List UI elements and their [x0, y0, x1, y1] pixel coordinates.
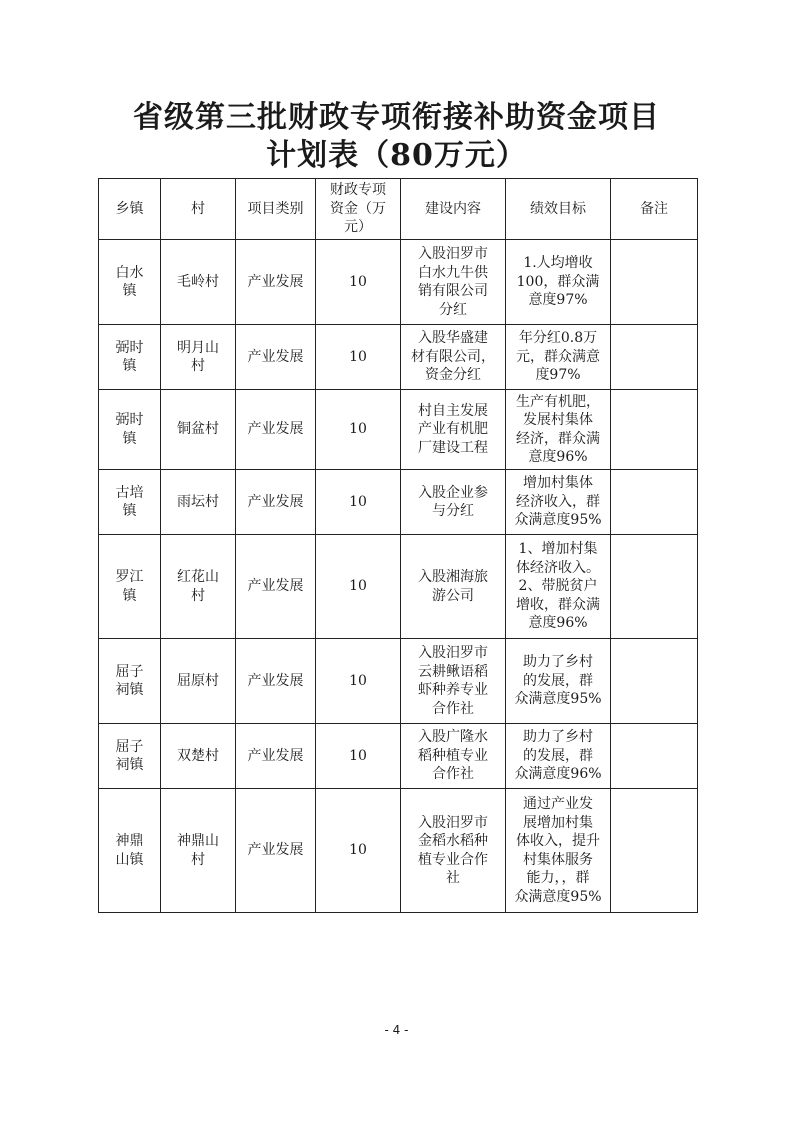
cell-content: 入股汨罗市 白水九牛供 销有限公司 分红 — [401, 240, 506, 325]
table-row — [99, 325, 698, 390]
cell-content: 入股汨罗市 云耕鳅语稻 虾种养专业 合作社 — [401, 639, 506, 724]
cell-content: 入股汨罗市 金稻水稻种 植专业合作 社 — [401, 789, 506, 913]
table-row — [99, 240, 698, 325]
table-row — [99, 390, 698, 470]
cell-goal: 年分红0.8万 元，群众满意 度97% — [506, 325, 611, 390]
cell-remark — [611, 240, 698, 325]
cell-remark — [611, 639, 698, 724]
cell-goal: 助力了乡村 的发展，群 众满意度95% — [506, 639, 611, 724]
cell-content: 入股企业参 与分红 — [401, 470, 506, 535]
cell-category: 产业发展 — [236, 390, 316, 470]
header-remark: 备注 — [611, 179, 698, 240]
table-header-row — [99, 179, 698, 240]
cell-funds: 10 — [316, 639, 401, 724]
document-title-line2: 计划表（80万元） — [266, 138, 527, 173]
cell-town: 弼时 镇 — [99, 390, 161, 470]
header-village: 村 — [161, 179, 236, 240]
cell-remark — [611, 390, 698, 470]
cell-funds: 10 — [316, 390, 401, 470]
cell-content: 入股湘海旅 游公司 — [401, 535, 506, 639]
cell-funds: 10 — [316, 789, 401, 913]
cell-goal: 1.人均增收 100，群众满 意度97% — [506, 240, 611, 325]
cell-village: 双楚村 — [161, 724, 236, 789]
table-row — [99, 470, 698, 535]
cell-goal: 生产有机肥， 发展村集体 经济，群众满 意度96% — [506, 390, 611, 470]
cell-category: 产业发展 — [236, 724, 316, 789]
table-row — [99, 789, 698, 913]
cell-goal: 通过产业发 展增加村集 体收入，提升 村集体服务 能力，，群 众满意度95% — [506, 789, 611, 913]
header-town: 乡镇 — [99, 179, 161, 240]
cell-category: 产业发展 — [236, 639, 316, 724]
cell-village: 毛岭村 — [161, 240, 236, 325]
header-goal: 绩效目标 — [506, 179, 611, 240]
document-title-line1: 省级第三批财政专项衔接补助资金项目 — [133, 100, 660, 135]
cell-village: 铜盆村 — [161, 390, 236, 470]
cell-category: 产业发展 — [236, 789, 316, 913]
project-plan-table — [98, 178, 698, 913]
cell-funds: 10 — [316, 724, 401, 789]
cell-village: 神鼎山 村 — [161, 789, 236, 913]
cell-category: 产业发展 — [236, 325, 316, 390]
cell-remark — [611, 724, 698, 789]
cell-remark — [611, 535, 698, 639]
table-row — [99, 724, 698, 789]
cell-remark — [611, 325, 698, 390]
cell-remark — [611, 470, 698, 535]
header-funds: 财政专项 资金（万 元） — [316, 179, 401, 240]
cell-village: 屈原村 — [161, 639, 236, 724]
cell-village: 明月山 村 — [161, 325, 236, 390]
cell-funds: 10 — [316, 240, 401, 325]
cell-category: 产业发展 — [236, 240, 316, 325]
cell-content: 入股广隆水 稻种植专业 合作社 — [401, 724, 506, 789]
table-row — [99, 639, 698, 724]
cell-town: 神鼎 山镇 — [99, 789, 161, 913]
cell-town: 罗江 镇 — [99, 535, 161, 639]
cell-town: 屈子 祠镇 — [99, 724, 161, 789]
header-category: 项目类别 — [236, 179, 316, 240]
cell-remark — [611, 789, 698, 913]
cell-funds: 10 — [316, 325, 401, 390]
cell-category: 产业发展 — [236, 535, 316, 639]
cell-content: 入股华盛建 材有限公司， 资金分红 — [401, 325, 506, 390]
header-content: 建设内容 — [401, 179, 506, 240]
cell-funds: 10 — [316, 470, 401, 535]
cell-content: 村自主发展 产业有机肥 厂建设工程 — [401, 390, 506, 470]
cell-goal: 助力了乡村 的发展，群 众满意度96% — [506, 724, 611, 789]
cell-goal: 1、增加村集 体经济收入。 2、带脱贫户 增收，群众满 意度96% — [506, 535, 611, 639]
cell-village: 雨坛村 — [161, 470, 236, 535]
table-row — [99, 535, 698, 639]
cell-funds: 10 — [316, 535, 401, 639]
cell-town: 屈子 祠镇 — [99, 639, 161, 724]
cell-town: 古培 镇 — [99, 470, 161, 535]
cell-town: 弼时 镇 — [99, 325, 161, 390]
cell-goal: 增加村集体 经济收入，群 众满意度95% — [506, 470, 611, 535]
page-number: - 4 - — [384, 1023, 409, 1037]
cell-category: 产业发展 — [236, 470, 316, 535]
cell-village: 红花山 村 — [161, 535, 236, 639]
cell-town: 白水 镇 — [99, 240, 161, 325]
